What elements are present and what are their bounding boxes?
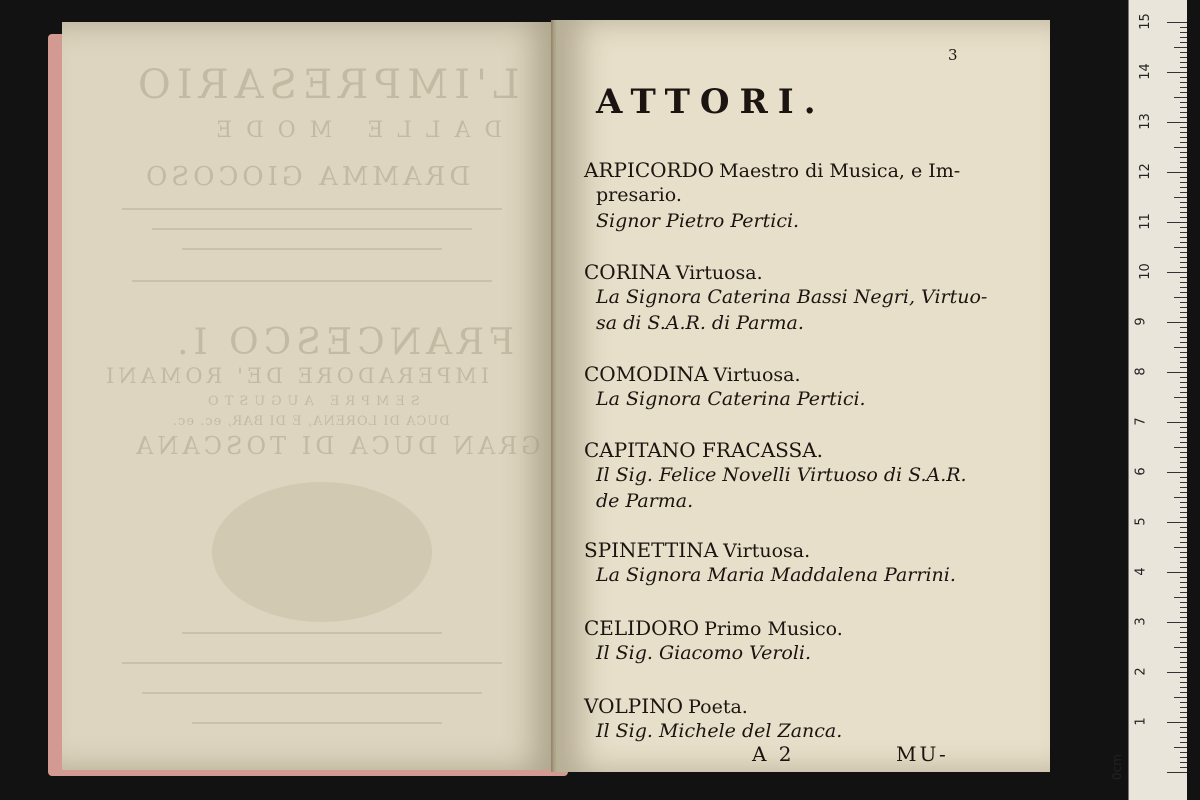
ruler-tick bbox=[1180, 342, 1187, 343]
role-name: ARPICORDO bbox=[584, 158, 715, 182]
ruler-tick bbox=[1180, 192, 1187, 193]
ruler-number: 8 bbox=[1133, 367, 1149, 376]
bleed-through-rule bbox=[122, 662, 502, 664]
ruler-tick bbox=[1180, 427, 1187, 428]
ruler-tick bbox=[1180, 42, 1187, 43]
page-title: ATTORI. bbox=[596, 82, 826, 122]
performer-name: Il Sig. Michele del Zanca. bbox=[596, 720, 843, 742]
role-description: Maestro di Musica, e Im- bbox=[719, 160, 961, 182]
ruler-tick bbox=[1174, 597, 1187, 598]
role-description: Primo Musico. bbox=[704, 618, 843, 640]
ruler-tick bbox=[1167, 222, 1187, 223]
ruler-tick bbox=[1180, 507, 1187, 508]
ruler-tick bbox=[1174, 447, 1187, 448]
bleed-through-line: IMPERADORE DE' ROMANI bbox=[102, 364, 490, 388]
ruler-tick bbox=[1180, 637, 1187, 638]
ruler-tick bbox=[1174, 547, 1187, 548]
ruler-tick bbox=[1167, 122, 1187, 123]
ruler-tick bbox=[1180, 132, 1187, 133]
ruler-tick bbox=[1180, 387, 1187, 388]
ruler-tick bbox=[1180, 512, 1187, 513]
ruler-number: 14 bbox=[1137, 63, 1153, 80]
ruler-tick bbox=[1180, 292, 1187, 293]
ruler-tick bbox=[1174, 147, 1187, 148]
ruler-tick bbox=[1180, 37, 1187, 38]
ruler-tick bbox=[1180, 152, 1187, 153]
ruler-tick bbox=[1180, 267, 1187, 268]
ruler-tick bbox=[1180, 582, 1187, 583]
measurement-ruler bbox=[1128, 0, 1187, 800]
ruler-tick bbox=[1180, 137, 1187, 138]
bleed-through-line: GRAN DUCA DI TOSCANA bbox=[132, 432, 541, 460]
ruler-tick bbox=[1167, 72, 1187, 73]
ruler-tick bbox=[1180, 252, 1187, 253]
role-entry bbox=[584, 362, 801, 386]
ruler-number: 1 bbox=[1133, 717, 1149, 726]
ruler-tick bbox=[1180, 442, 1187, 443]
role-name: VOLPINO bbox=[584, 694, 684, 718]
performer-name: Il Sig. Felice Novelli Virtuoso di S.A.R. bbox=[596, 464, 967, 486]
ruler-tick bbox=[1180, 612, 1187, 613]
role-entry bbox=[584, 260, 763, 284]
ruler-tick bbox=[1180, 667, 1187, 668]
ruler-number: 15 bbox=[1137, 13, 1153, 30]
ruler-tick bbox=[1180, 742, 1187, 743]
ruler-number: 12 bbox=[1137, 163, 1153, 180]
catchword: MU- bbox=[896, 742, 949, 766]
ruler-tick bbox=[1180, 477, 1187, 478]
ruler-tick bbox=[1180, 537, 1187, 538]
page-number: 3 bbox=[948, 46, 958, 64]
ruler-tick bbox=[1180, 632, 1187, 633]
ruler-tick bbox=[1167, 472, 1187, 473]
left-page bbox=[62, 22, 556, 770]
role-name: COMODINA bbox=[584, 362, 709, 386]
ruler-tick bbox=[1180, 102, 1187, 103]
ruler-tick bbox=[1180, 82, 1187, 83]
bleed-through-line: L'IMPRESARIO bbox=[132, 62, 520, 108]
bleed-through-rule bbox=[182, 632, 442, 634]
ruler-tick bbox=[1180, 157, 1187, 158]
ruler-tick bbox=[1180, 57, 1187, 58]
ruler-tick bbox=[1180, 207, 1187, 208]
bleed-through-rule bbox=[132, 280, 492, 282]
ruler-tick bbox=[1180, 482, 1187, 483]
bleed-through-rule bbox=[122, 208, 502, 210]
ruler-tick bbox=[1180, 317, 1187, 318]
ruler-tick bbox=[1180, 187, 1187, 188]
ruler-tick bbox=[1180, 52, 1187, 53]
ruler-tick bbox=[1180, 32, 1187, 33]
role-description: Virtuosa. bbox=[723, 540, 811, 562]
bleed-through-ornament bbox=[212, 482, 432, 622]
ruler-tick bbox=[1180, 587, 1187, 588]
ruler-tick bbox=[1180, 692, 1187, 693]
ruler-tick bbox=[1180, 557, 1187, 558]
ruler-tick bbox=[1167, 22, 1187, 23]
ruler-tick bbox=[1180, 567, 1187, 568]
performer-name: Signor Pietro Pertici. bbox=[596, 210, 800, 232]
bleed-through-line: DRAMMA GIOCOSO bbox=[142, 162, 471, 192]
ruler-tick bbox=[1174, 747, 1187, 748]
ruler-tick bbox=[1167, 272, 1187, 273]
role-name: CELIDORO bbox=[584, 616, 699, 640]
ruler-tick bbox=[1180, 62, 1187, 63]
ruler-tick bbox=[1180, 767, 1187, 768]
ruler-tick bbox=[1180, 382, 1187, 383]
performer-name-continued: de Parma. bbox=[596, 490, 694, 512]
ruler-tick bbox=[1180, 652, 1187, 653]
ruler-tick bbox=[1180, 237, 1187, 238]
ruler-number: 13 bbox=[1137, 113, 1153, 130]
ruler-tick bbox=[1180, 437, 1187, 438]
ruler-tick bbox=[1180, 657, 1187, 658]
ruler-tick bbox=[1180, 182, 1187, 183]
bleed-through-line: SEMPRE AUGUSTO bbox=[202, 394, 420, 409]
role-name: CAPITANO FRACASSA. bbox=[584, 438, 824, 462]
ruler-tick bbox=[1167, 772, 1187, 773]
bleed-through-rule bbox=[142, 692, 482, 694]
ruler-tick bbox=[1180, 112, 1187, 113]
ruler-tick bbox=[1180, 367, 1187, 368]
ruler-tick bbox=[1180, 202, 1187, 203]
ruler-tick bbox=[1180, 217, 1187, 218]
bleed-through-rule bbox=[192, 722, 442, 724]
ruler-tick bbox=[1174, 497, 1187, 498]
ruler-tick bbox=[1174, 347, 1187, 348]
bleed-through-line: DUCA DI LORENA, E DI BAR, ec. ec. bbox=[172, 414, 450, 429]
ruler-tick bbox=[1174, 697, 1187, 698]
ruler-tick bbox=[1167, 522, 1187, 523]
ruler-tick bbox=[1180, 432, 1187, 433]
ruler-number: 4 bbox=[1133, 567, 1149, 576]
ruler-tick bbox=[1174, 197, 1187, 198]
ruler-tick bbox=[1180, 357, 1187, 358]
ruler-tick bbox=[1180, 527, 1187, 528]
ruler-tick bbox=[1180, 532, 1187, 533]
performer-name: Il Sig. Giacomo Veroli. bbox=[596, 642, 812, 664]
ruler-tick bbox=[1180, 232, 1187, 233]
ruler-tick bbox=[1180, 162, 1187, 163]
ruler-tick bbox=[1180, 27, 1187, 28]
ruler-tick bbox=[1180, 617, 1187, 618]
ruler-tick bbox=[1180, 287, 1187, 288]
ruler-tick bbox=[1167, 622, 1187, 623]
ruler-tick bbox=[1180, 227, 1187, 228]
ruler-tick bbox=[1167, 672, 1187, 673]
ruler-number: 10 bbox=[1137, 263, 1153, 280]
bleed-through-rule bbox=[152, 228, 472, 230]
ruler-tick bbox=[1180, 142, 1187, 143]
ruler-tick bbox=[1180, 712, 1187, 713]
ruler-tick bbox=[1180, 737, 1187, 738]
performer-name: La Signora Caterina Pertici. bbox=[596, 388, 866, 410]
ruler-tick bbox=[1180, 552, 1187, 553]
ruler-tick bbox=[1167, 322, 1187, 323]
ruler-tick bbox=[1167, 422, 1187, 423]
ruler-tick bbox=[1180, 302, 1187, 303]
ruler-tick bbox=[1180, 77, 1187, 78]
ruler-tick bbox=[1180, 502, 1187, 503]
ruler-tick bbox=[1180, 452, 1187, 453]
ruler-tick bbox=[1180, 362, 1187, 363]
ruler-tick bbox=[1180, 757, 1187, 758]
role-entry bbox=[584, 538, 810, 562]
bleed-through-rule bbox=[182, 248, 442, 250]
ruler-tick bbox=[1167, 722, 1187, 723]
ruler-tick bbox=[1180, 732, 1187, 733]
ruler-tick bbox=[1180, 702, 1187, 703]
bleed-through-line: DALLE MODE bbox=[202, 118, 503, 143]
ruler-tick bbox=[1180, 337, 1187, 338]
ruler-tick bbox=[1180, 687, 1187, 688]
ruler-number: 11 bbox=[1137, 213, 1153, 230]
role-name: CORINA bbox=[584, 260, 671, 284]
ruler-tick bbox=[1167, 572, 1187, 573]
ruler-tick bbox=[1180, 262, 1187, 263]
ruler-number: 2 bbox=[1133, 667, 1149, 676]
bleed-through-line: FRANCESCO I. bbox=[172, 322, 515, 363]
ruler-tick bbox=[1180, 412, 1187, 413]
ruler-tick bbox=[1180, 327, 1187, 328]
role-description: Virtuosa. bbox=[713, 364, 801, 386]
right-page bbox=[556, 20, 1050, 772]
performer-name: La Signora Maria Maddalena Parrini. bbox=[596, 564, 956, 586]
ruler-tick bbox=[1180, 107, 1187, 108]
ruler-tick bbox=[1180, 457, 1187, 458]
performer-name: La Signora Caterina Bassi Negri, Virtuo- bbox=[596, 286, 988, 308]
ruler-tick bbox=[1180, 67, 1187, 68]
ruler-tick bbox=[1180, 487, 1187, 488]
ruler-tick bbox=[1180, 462, 1187, 463]
ruler-tick bbox=[1180, 717, 1187, 718]
ruler-tick bbox=[1180, 177, 1187, 178]
ruler-tick bbox=[1180, 117, 1187, 118]
ruler-tick bbox=[1180, 677, 1187, 678]
ruler-tick bbox=[1180, 352, 1187, 353]
ruler-tick bbox=[1167, 172, 1187, 173]
ruler-tick bbox=[1180, 392, 1187, 393]
ruler-tick bbox=[1180, 277, 1187, 278]
ruler-tick bbox=[1180, 662, 1187, 663]
ruler-unit-label: 0cm bbox=[1109, 754, 1124, 780]
ruler-tick bbox=[1180, 602, 1187, 603]
ruler-tick bbox=[1180, 127, 1187, 128]
ruler-tick bbox=[1180, 607, 1187, 608]
role-entry bbox=[584, 616, 843, 640]
ruler-tick bbox=[1180, 517, 1187, 518]
ruler-tick bbox=[1180, 752, 1187, 753]
ruler-tick bbox=[1174, 647, 1187, 648]
ruler-number: 6 bbox=[1133, 467, 1149, 476]
performer-name-continued: sa di S.A.R. di Parma. bbox=[596, 312, 804, 334]
ruler-tick bbox=[1174, 397, 1187, 398]
ruler-tick bbox=[1180, 592, 1187, 593]
ruler-tick bbox=[1167, 372, 1187, 373]
ruler-number: 5 bbox=[1133, 517, 1149, 526]
ruler-number: 9 bbox=[1133, 317, 1149, 326]
ruler-tick bbox=[1180, 492, 1187, 493]
ruler-tick bbox=[1180, 407, 1187, 408]
ruler-tick bbox=[1180, 377, 1187, 378]
ruler-tick bbox=[1180, 727, 1187, 728]
ruler-tick bbox=[1180, 627, 1187, 628]
ruler-tick bbox=[1180, 467, 1187, 468]
role-name: SPINETTINA bbox=[584, 538, 719, 562]
ruler-tick bbox=[1174, 97, 1187, 98]
ruler-tick bbox=[1180, 87, 1187, 88]
role-description: Poeta. bbox=[688, 696, 748, 718]
ruler-tick bbox=[1180, 707, 1187, 708]
ruler-tick bbox=[1180, 307, 1187, 308]
signature-mark: A 2 bbox=[752, 742, 795, 766]
ruler-tick bbox=[1180, 242, 1187, 243]
ruler-tick bbox=[1180, 577, 1187, 578]
ruler-tick bbox=[1180, 762, 1187, 763]
role-description: Virtuosa. bbox=[675, 262, 763, 284]
ruler-tick bbox=[1180, 92, 1187, 93]
ruler-tick bbox=[1180, 542, 1187, 543]
ruler-tick bbox=[1180, 562, 1187, 563]
ruler-tick bbox=[1180, 417, 1187, 418]
ruler-tick bbox=[1180, 312, 1187, 313]
ruler-tick bbox=[1180, 167, 1187, 168]
ruler-tick bbox=[1180, 332, 1187, 333]
ruler-number: 3 bbox=[1133, 617, 1149, 626]
ruler-tick bbox=[1180, 212, 1187, 213]
ruler-tick bbox=[1180, 682, 1187, 683]
role-description-continued: presario. bbox=[596, 184, 682, 206]
role-entry bbox=[584, 438, 823, 462]
ruler-tick bbox=[1174, 297, 1187, 298]
ruler-tick bbox=[1180, 282, 1187, 283]
role-entry bbox=[584, 158, 960, 182]
ruler-tick bbox=[1180, 402, 1187, 403]
role-entry bbox=[584, 694, 748, 718]
ruler-tick bbox=[1180, 642, 1187, 643]
ruler-tick bbox=[1174, 47, 1187, 48]
ruler-number: 7 bbox=[1133, 417, 1149, 426]
ruler-tick bbox=[1180, 257, 1187, 258]
ruler-tick bbox=[1174, 247, 1187, 248]
